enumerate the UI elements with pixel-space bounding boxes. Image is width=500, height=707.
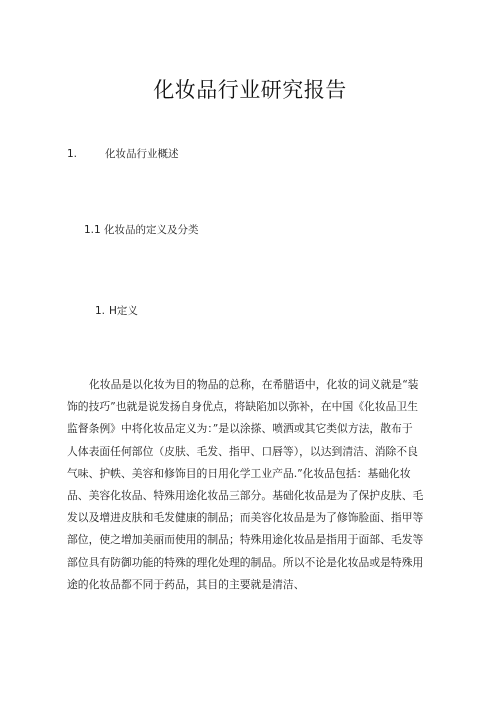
paragraph-line: 人体表面任何部位（皮肤、毛发、指甲、口唇等），以达到清洁、消除不良 — [67, 444, 418, 458]
paragraph-line: 品、美容化妆品、特殊用途化妆品三部分。基础化妆品是为了保护皮肤、毛 — [67, 489, 424, 503]
page-title: 化妆品行业研究报告 — [153, 78, 347, 102]
paragraph-line: 发以及增进皮肤和毛发健康的制品；而美容化妆品是为了修饰脸面、指甲等 — [67, 511, 424, 525]
section-label: H定义 — [109, 305, 138, 317]
section-heading-1-1 — [84, 222, 199, 237]
paragraph-line: 监督条例》中将化妆品定义为：”是以涂搽、喷洒或其它类似方法，散布于 — [67, 422, 413, 436]
section-label: 化妆品行业概述 — [105, 148, 179, 160]
paragraph-line: 饰的技巧”也就是说发扬自身优点，将缺陷加以弥补，在中国《化妆品卫生 — [67, 400, 419, 414]
definition-paragraph — [67, 374, 437, 596]
paragraph-line: 途的化妆品都不同于药品，其目的主要就是清洁、 — [67, 577, 305, 591]
paragraph-line: 部位，使之增加美丽而使用的制品；特殊用途化妆品是指用于面部、毛发等 — [67, 533, 424, 547]
paragraph-line: 气味、护帙、美容和修饰目的日用化学工业产品.”化妆品包括：基础化妆 — [67, 466, 411, 480]
section-number: 1. — [67, 148, 78, 160]
section-heading-1-1-1 — [95, 303, 138, 318]
paragraph-line: 部位具有防御功能的特殊的理化处理的制品。所以不论是化妆品或是特殊用 — [67, 555, 424, 569]
section-heading-1 — [67, 146, 179, 161]
section-number: 1. — [95, 305, 106, 317]
paragraph-line: 化妆品是以化妆为目的物品的总称，在希腊语中，化妆的词义就是“装 — [89, 378, 419, 391]
section-number: 1.1 — [84, 224, 101, 236]
section-label: 化妆品的定义及分类 — [104, 224, 199, 236]
